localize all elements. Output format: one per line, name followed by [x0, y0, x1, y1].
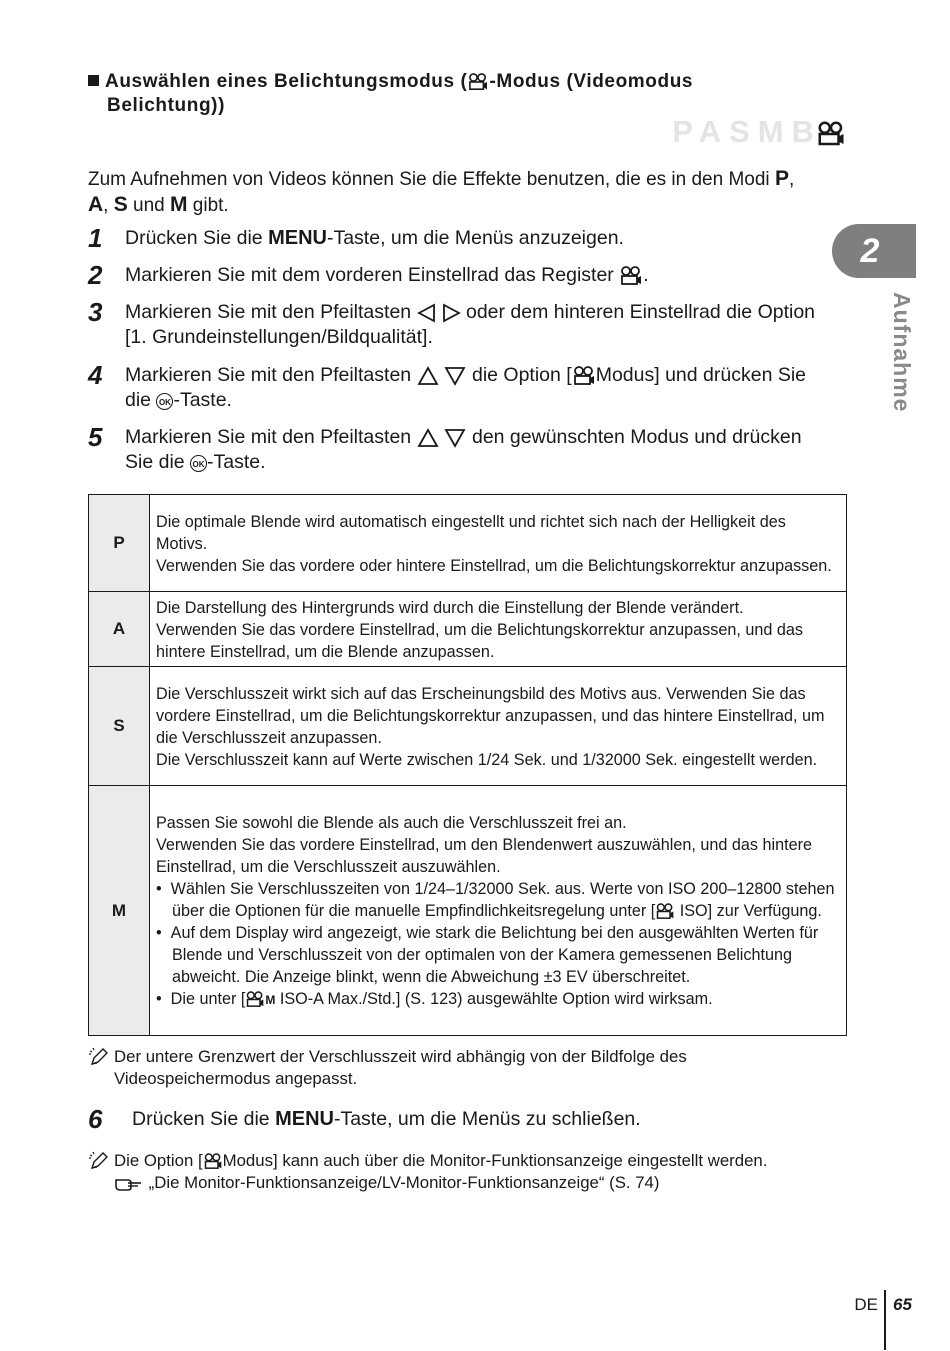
heading-line2: Belichtung))	[107, 95, 226, 116]
mode-description: Die optimale Blende wird automatisch eingestellt und richtet sich nach der Helligkeit des Motivs. Verwenden Sie das vordere oder hintere Einstellrad, um die Belichtungskorrektur anzupassen.	[150, 495, 847, 592]
up-down-arrow-icon	[417, 428, 467, 448]
square-bullet-icon	[88, 75, 99, 86]
table-row-p	[89, 495, 847, 592]
intro-paragraph: Zum Aufnehmen von Videos können Sie die Effekte benutzen, die es in den Modi P, A, S und M gibt.	[88, 167, 795, 216]
movie-icon	[245, 991, 265, 1008]
list-item: • Auf dem Display wird angezeigt, wie stark die Belichtung bei den ausgewählten Werten für Blende und Verschlusszeit von der optimalen von der Kamera gemessenen Belichtung abweicht. Die Anzeige blinkt, wenn die Abweichung ±3 EV überschreitet.	[156, 924, 819, 986]
mode-key: S	[89, 667, 150, 786]
page-number: 65	[893, 1295, 912, 1314]
mode-letters: PASMB	[672, 114, 822, 149]
step-3: 3 Markieren Sie mit den Pfeiltasten oder dem hinteren Einstellrad die Option [1. Grundeinstellungen/Bildqualität].	[88, 297, 816, 348]
tip-pencil-icon	[88, 1150, 110, 1172]
table-row-m	[89, 786, 847, 1036]
mode-key: P	[89, 495, 150, 592]
tip-pencil-icon	[88, 1046, 110, 1068]
movie-icon	[619, 266, 643, 286]
step-number: 5	[88, 422, 103, 452]
list-item: • Wählen Sie Verschlusszeiten von 1/24–1/32000 Sek. aus. Werte von ISO 200–12800 stehen über die Optionen für die manuelle Empfindlichkeitsregelung unter [ ISO] zur Verfügung.	[156, 880, 835, 920]
step-6: 6 Drücken Sie die MENU-Taste, um die Menüs zu schließen.	[88, 1104, 641, 1134]
tip-note-1	[88, 1046, 838, 1090]
mode-description: Die Verschlusszeit wirkt sich auf das Erscheinungsbild des Motivs aus. Verwenden Sie das vordere Einstellrad, um die Belichtungskorrektur anzupassen, und das hintere Einstellrad, um die Verschlusszeit anzupassen. Die Verschlusszeit kann auf Werte zwischen 1/24 Sek. und 1/32000 Sek. eingestellt werden.	[150, 667, 847, 786]
mode-description: Die Darstellung des Hintergrunds wird durch die Einstellung der Blende verändert. Verwenden Sie das vordere Einstellrad, um die Belichtungskorrektur anzupassen, und das hintere Einstellrad, um die Blende anzupassen.	[150, 592, 847, 667]
menu-key-label: MENU	[275, 1108, 334, 1130]
step-5: 5 Markieren Sie mit den Pfeiltasten den gewünschten Modus und drücken Sie die OK -Taste.	[88, 422, 802, 473]
ok-button-icon: OK	[190, 455, 207, 472]
chapter-number: 2	[860, 232, 880, 270]
mode-indicator	[672, 114, 846, 150]
tip-text: Die Option [ Modus] kann auch über die Monitor-Funktionsanzeige eingestellt werden.	[114, 1151, 768, 1170]
movie-icon	[203, 1153, 223, 1170]
heading-text: Auswählen eines Belichtungsmodus (	[105, 71, 468, 92]
movie-icon	[572, 366, 596, 386]
step-1: 1 Drücken Sie die MENU-Taste, um die Menüs anzuzeigen.	[88, 223, 624, 253]
ok-button-icon: OK	[156, 393, 173, 410]
list-item: • Die unter [ M ISO-A Max./Std.] (S. 123) ausgewählte Option wird wirksam.	[156, 990, 713, 1008]
section-heading	[88, 70, 693, 118]
chapter-tab	[832, 224, 916, 278]
step-number: 3	[88, 297, 103, 327]
footer-language: DE	[854, 1295, 878, 1314]
movie-icon	[467, 73, 489, 91]
step-number: 4	[88, 360, 103, 390]
menu-key-label: MENU	[268, 227, 327, 249]
left-right-arrow-icon	[417, 303, 461, 323]
tip-note-2	[88, 1150, 848, 1194]
exposure-mode-table	[88, 494, 847, 1036]
heading-text-cont: -Modus (Videomodus	[489, 71, 694, 92]
tip-text: Der untere Grenzwert der Verschlusszeit wird abhängig von der Bildfolge des Videospeichermodus angepasst.	[114, 1047, 687, 1088]
footer-divider	[884, 1290, 886, 1350]
movie-icon	[655, 903, 675, 920]
table-row-s	[89, 667, 847, 786]
reference-line: „Die Monitor-Funktionsanzeige/LV-Monitor-Funktionsanzeige“ (S. 74)	[114, 1172, 848, 1194]
step-number: 6	[88, 1104, 103, 1134]
step-2: 2 Markieren Sie mit dem vorderen Einstellrad das Register .	[88, 260, 649, 290]
mode-description: Passen Sie sowohl die Blende als auch die Verschlusszeit frei an. Verwenden Sie das vordere Einstellrad, um den Blendenwert auszuwählen, und das hintere Einstellrad, um die Verschlusszeit auszuwählen. • Wählen Sie Verschlusszeiten von 1/24–1/32000 Sek. aus. Werte von ISO 200–12800 stehen über die Optionen für die manuelle Empfindlichkeitsregelung unter [ ISO] zur Verfügung. • Auf dem Display wird angezeigt, wie stark die Belichtung bei den ausgewählten Werten für Blende und Verschlusszeit von der optimalen von der Kamera gemessenen Belichtung abweicht. Die Anzeige blinkt, wenn die Abweichung ±3 EV überschreitet. • Die unter [ M ISO-A Max./Std.] (S. 123) ausgewählte Option wird wirksam.	[150, 786, 847, 1036]
step-number: 2	[88, 260, 103, 290]
step-4: 4 Markieren Sie mit den Pfeiltasten die Option [ Modus] und drücken Sie die OK -Taste.	[88, 360, 807, 411]
step-number: 1	[88, 223, 103, 253]
up-down-arrow-icon	[417, 366, 467, 386]
mode-key: M	[89, 786, 150, 1036]
movie-mode-icon	[816, 121, 846, 147]
chapter-label: Aufnahme	[889, 292, 915, 413]
table-row-a	[89, 592, 847, 667]
reference-hand-icon	[114, 1176, 144, 1192]
mode-key: A	[89, 592, 150, 667]
